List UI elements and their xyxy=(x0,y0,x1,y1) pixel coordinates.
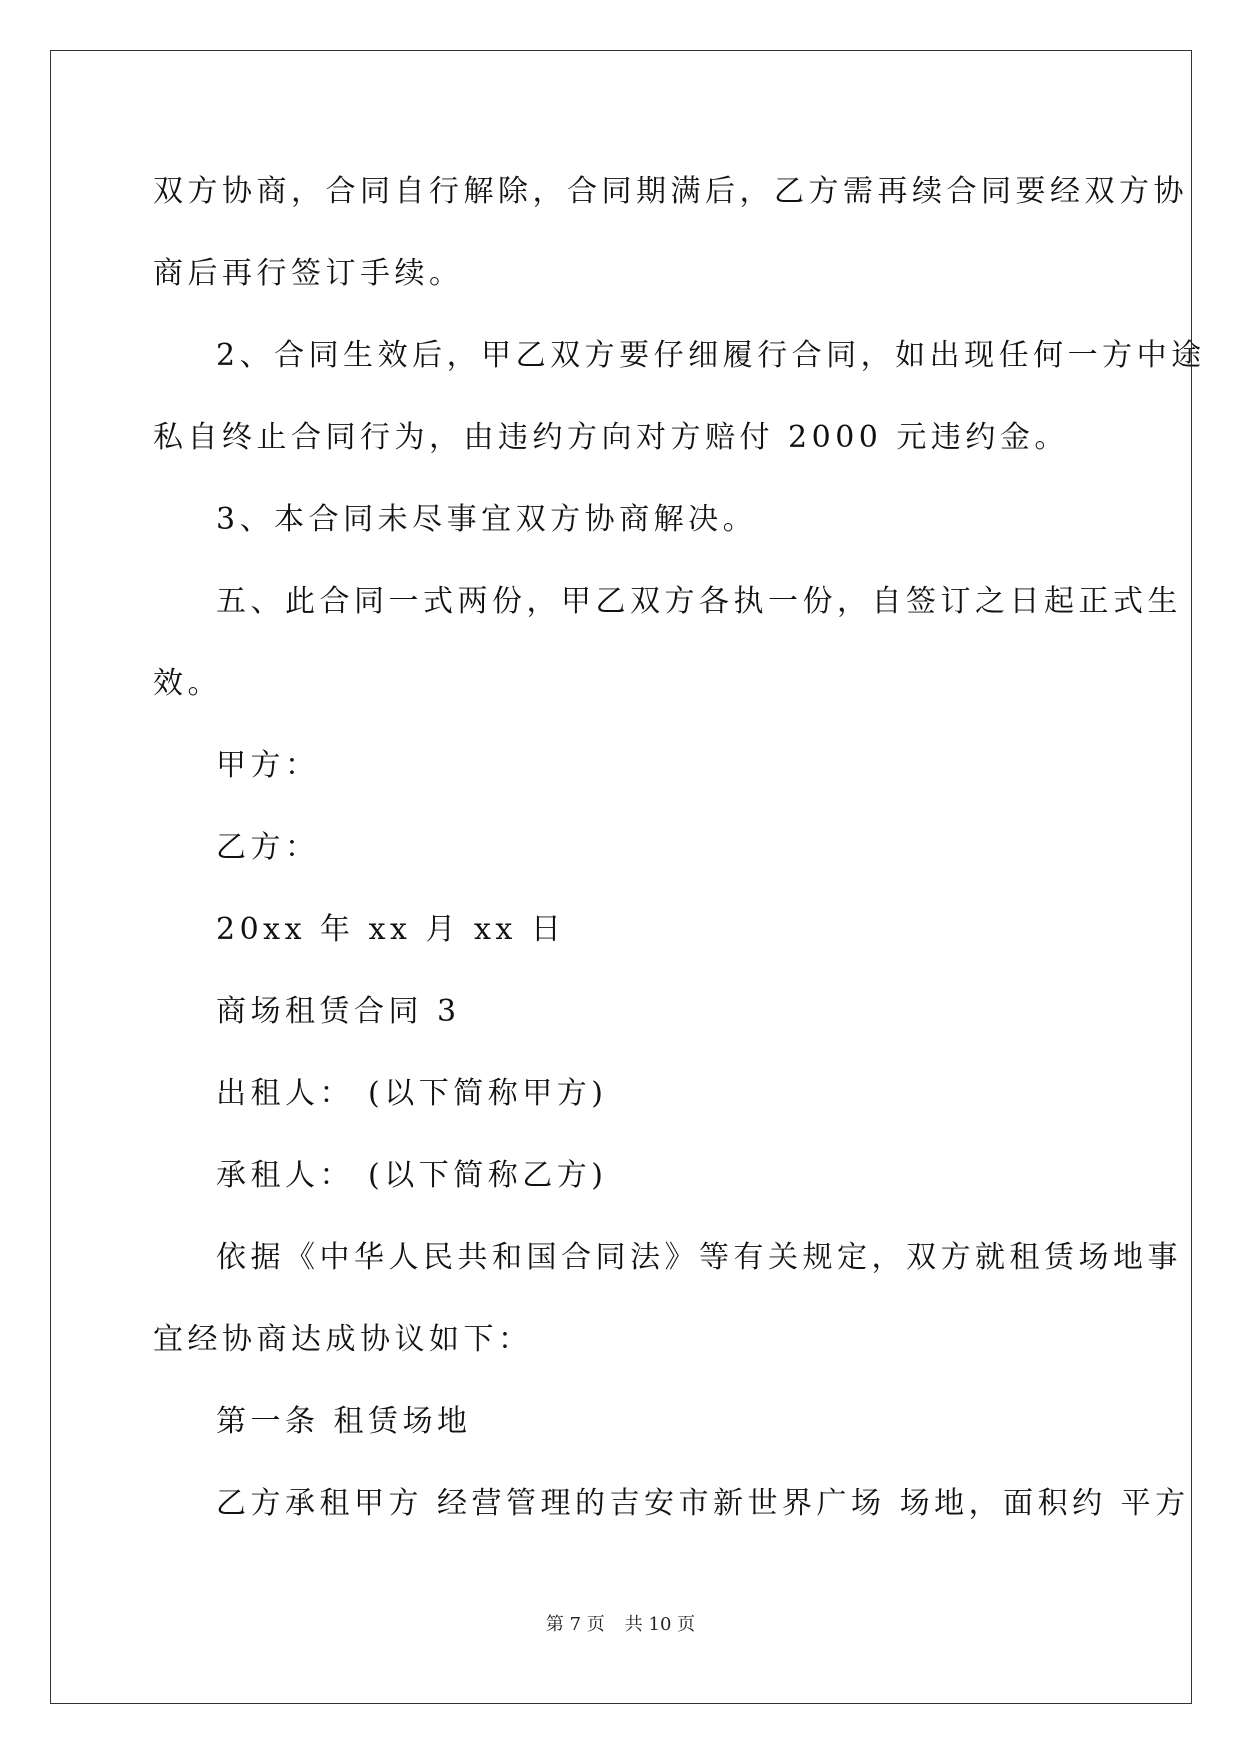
page-footer xyxy=(0,1613,1241,1637)
text-line: 私自终止合同行为，由违约方向对方赔付 2000 元违约金。 xyxy=(153,420,1069,455)
text-line: 商后再行签订手续。 xyxy=(153,256,464,291)
text-line: 3、本合同未尽事宜双方协商解决。 xyxy=(216,502,758,537)
text-line: 五、此合同一式两份，甲乙双方各执一份，自签订之日起正式生 xyxy=(216,584,1182,619)
text-line: 2、合同生效后，甲乙双方要仔细履行合同，如出现任何一方中途 xyxy=(216,338,1206,373)
date-line: 20xx 年 xx 月 xx 日 xyxy=(216,912,566,947)
text-line: 宜经协商达成协议如下： xyxy=(153,1322,533,1357)
party-b-label: 乙方： xyxy=(216,830,320,865)
lessor-line: 出租人： (以下简称甲方) xyxy=(216,1076,608,1111)
article-heading: 第一条 租赁场地 xyxy=(216,1404,472,1439)
text-line: 乙方承租甲方 经营管理的吉安市新世界广场 场地，面积约 平方 xyxy=(216,1486,1190,1521)
page-total: 共 10 页 xyxy=(624,1614,696,1635)
text-line: 依据《中华人民共和国合同法》等有关规定，双方就租赁场地事 xyxy=(216,1240,1182,1275)
document-body xyxy=(153,158,1206,1552)
text-line: 双方协商，合同自行解除，合同期满后，乙方需再续合同要经双方协 xyxy=(153,174,1188,209)
text-line: 效。 xyxy=(153,666,222,701)
party-a-label: 甲方： xyxy=(216,748,320,783)
page-number: 第 7 页 xyxy=(545,1614,605,1635)
contract-title: 商场租赁合同 3 xyxy=(216,994,461,1029)
lessee-line: 承租人： (以下简称乙方) xyxy=(216,1158,608,1193)
